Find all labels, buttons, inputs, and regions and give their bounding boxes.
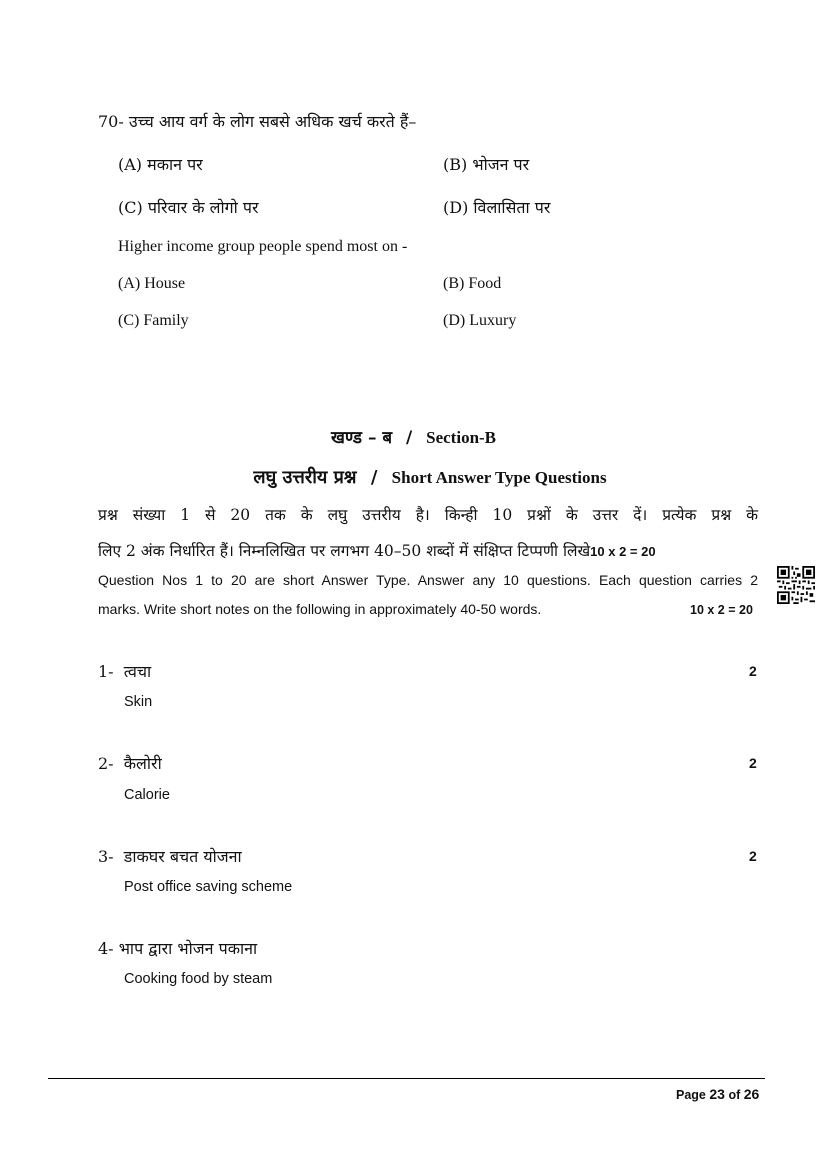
q70-english-question: Higher income group people spend most on - [118,238,408,255]
question-4-hindi-text: भाप द्वारा भोजन पकाना [118,939,258,958]
question-2-marks: 2 [749,755,757,771]
section-title [0,425,827,448]
question-1-number: 1- [98,662,114,681]
instructions-hindi-line2 [98,539,656,561]
q70-hindi-option-c: (C) परिवार के लोगो पर [118,198,259,217]
q70-english-option-a: (A) House [118,275,186,292]
q70-hindi-question: 70- उच्च आय वर्ग के लोग सबसे अधिक खर्च करते हैं– [98,112,417,131]
instructions-english-line2: marks. Write short notes on the following in approximately 40-50 words. [98,601,542,617]
question-1-hindi-text: त्वचा [123,662,152,681]
question-2-hindi-text: कैलोरी [123,754,162,773]
instructions-hindi-line1: प्रश्न संख्या 1 से 20 तक के लघु उत्तरीय है। किन्ही 10 प्रश्नों के उत्तर दें। प्रत्येक प्रश्न के [98,506,758,524]
instructions-english-line1: Question Nos 1 to 20 are short Answer Type. Answer any 10 questions. Each question carries 2 [98,572,758,588]
question-4-english: Cooking food by steam [124,971,273,987]
instructions-english-marks: 10 x 2 = 20 [690,603,753,617]
instructions-hindi-marks: 10 x 2 = 20 [590,544,656,559]
section-title-english: Section-B [426,428,497,447]
q70-english-option-b: (B) Food [443,275,502,292]
question-3-marks: 2 [749,848,757,864]
q70-english-option-d: (D) Luxury [443,312,517,329]
q70-hindi-option-d: (D) विलासिता पर [443,198,551,217]
question-3-english: Post office saving scheme [124,879,293,895]
question-3-number: 3- [98,847,114,866]
question-2-number: 2- [98,754,114,773]
page-current: 23 [709,1086,725,1102]
question-4-number: 4- [98,939,114,958]
qr-code-icon [777,566,815,604]
section-subtitle-english: Short Answer Type Questions [391,468,607,487]
section-subtitle-separator: / [370,467,378,488]
question-2-english: Calorie [124,787,170,803]
section-title-separator: / [406,428,413,448]
section-subtitle-hindi: लघु उत्तरीय प्रश्न [253,467,357,488]
question-3-hindi-text: डाकघर बचत योजना [123,847,242,866]
question-2-hindi [98,752,162,774]
page-number [676,1086,759,1102]
section-title-hindi: खण्ड – ब [330,428,393,448]
page-of: of [728,1088,741,1102]
page-total: 26 [743,1086,760,1102]
section-subtitle [0,465,827,489]
q70-hindi-option-b: (B) भोजन पर [443,155,530,174]
footer-divider [48,1078,765,1079]
q70-hindi-option-a: (A) मकान पर [118,155,203,174]
page-prefix: Page [676,1088,706,1102]
instructions-hindi-text: लिए 2 अंक निर्धारित हैं। निम्नलिखित पर लगभग 40–50 शब्दों में संक्षिप्त टिप्पणी लिखे [98,542,591,560]
question-3-hindi [98,845,242,867]
q70-english-option-c: (C) Family [118,312,189,329]
question-1-english: Skin [124,694,153,710]
question-1-hindi [98,660,151,682]
question-1-marks: 2 [749,663,757,679]
question-4-hindi [98,937,257,959]
